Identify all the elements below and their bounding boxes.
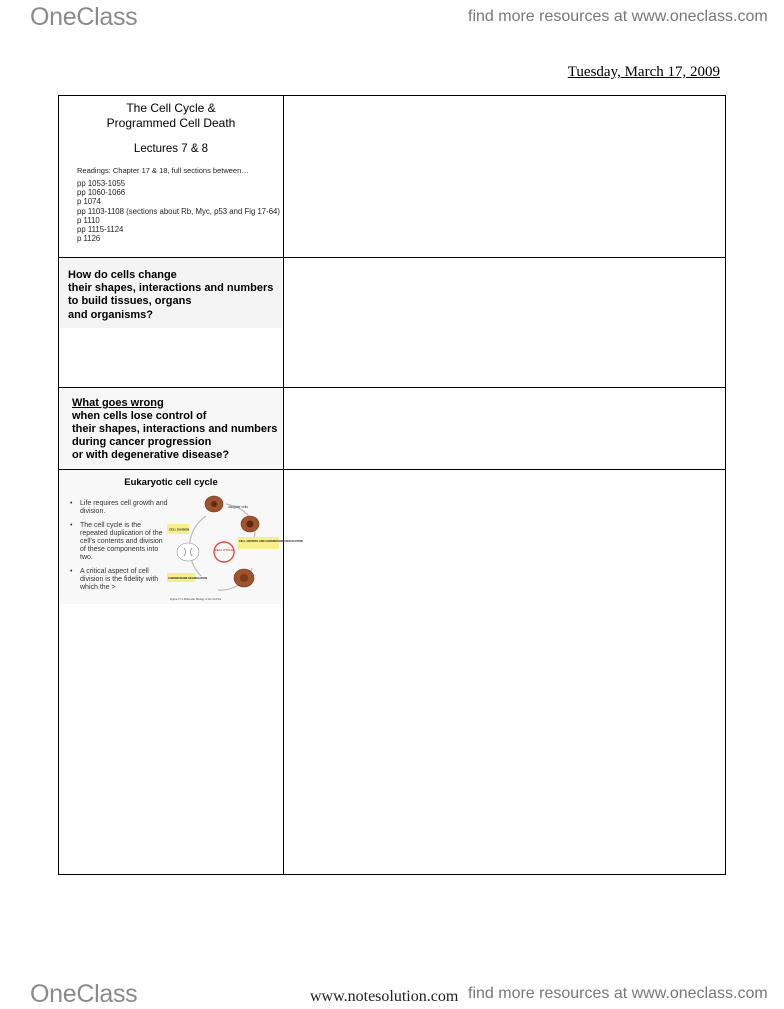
question-line: to build tissues, organs (68, 295, 192, 308)
question-line: their shapes, interactions and numbers (72, 423, 278, 435)
nucleus-icon (247, 521, 254, 528)
question-line: How do cells change (68, 269, 177, 281)
page-list (77, 179, 282, 243)
figure-caption: Figure 17-1 Molecular Biology of the Cell 5/e (170, 598, 222, 601)
question-heading: What goes wrong (72, 397, 164, 409)
label-cell-cycle: CELL CYCLE (214, 548, 234, 552)
label-box (238, 537, 279, 549)
notesolution-link[interactable]: www.notesolution.com (310, 988, 459, 1005)
page-item: pp 1053-1055 (77, 179, 126, 188)
page-item: p 1074 (77, 197, 101, 207)
question-text (72, 397, 282, 462)
nucleus-icon (211, 501, 217, 507)
label-cell-growth-text: CELL GROWTH AND CHROMOSOME REPLICATION (239, 540, 303, 543)
title-line: Programmed Cell Death (106, 116, 236, 130)
notes-grid (58, 95, 726, 875)
resources-link[interactable]: find more resources at www.oneclass.com (468, 8, 768, 25)
cell-cycle-figure (166, 494, 303, 604)
oneclass-logo[interactable] (30, 3, 137, 32)
bullet-item: • Life requires cell growth and division. (70, 500, 170, 516)
question-line: their shapes, interactions and numbers (68, 282, 274, 295)
dividing-cell-icon (177, 543, 199, 561)
bullet-item: • A critical aspect of cell division is the fidelity with which the > (70, 568, 170, 592)
label-cell-growth (239, 539, 303, 543)
page-item: pp 1060-1066 (77, 188, 126, 198)
question-line: and organisms? (68, 308, 153, 321)
question-line: during cancer progression (72, 436, 212, 448)
slide-title-heading (60, 101, 282, 131)
readings-text: Readings: Chapter 17 & 18, full sections between… (77, 166, 249, 175)
nucleus-icon (240, 574, 248, 582)
label-chromosome-segregation: CHROMOSOME SEGREGATION (168, 577, 208, 580)
lectures-label: Lectures 7 & 8 (133, 143, 209, 155)
oneclass-logo-footer[interactable] (30, 980, 137, 1009)
bullet-list (70, 500, 170, 598)
question-text (68, 269, 282, 322)
question-line: or with degenerative disease? (72, 449, 230, 461)
slide-title (60, 97, 282, 257)
slide-heading: Eukaryotic cell cycle (124, 477, 218, 488)
page-item: pp 1115-1124 (77, 225, 124, 235)
label-daughter-cells: daughter cells (228, 505, 248, 509)
column-divider (283, 96, 284, 874)
label-cell-division: CELL DIVISION (169, 527, 190, 532)
slide-question-2 (60, 388, 282, 468)
bullet-item: • The cell cycle is the repeated duplication of the cell's contents and division of these components into two. (70, 522, 170, 562)
question-line: when cells lose control of (72, 410, 207, 422)
cell-cycle-ring (214, 542, 234, 562)
resources-link-footer[interactable]: find more resources at www.oneclass.com (468, 985, 768, 1002)
page-item: pp 1103-1108 (sections about Rb, Myc, p53 and Fig 17-64) (77, 206, 280, 216)
slide-question-1 (60, 258, 282, 328)
logo-text: OneClass (30, 980, 138, 1008)
page-item: p 1126 (77, 234, 101, 244)
page-item: p 1110 (77, 215, 100, 225)
slide-cell-cycle (60, 470, 303, 604)
title-line: The Cell Cycle & (126, 101, 216, 115)
date-heading: Tuesday, March 17, 2009 (567, 64, 720, 80)
logo-text: OneClass (30, 3, 138, 31)
